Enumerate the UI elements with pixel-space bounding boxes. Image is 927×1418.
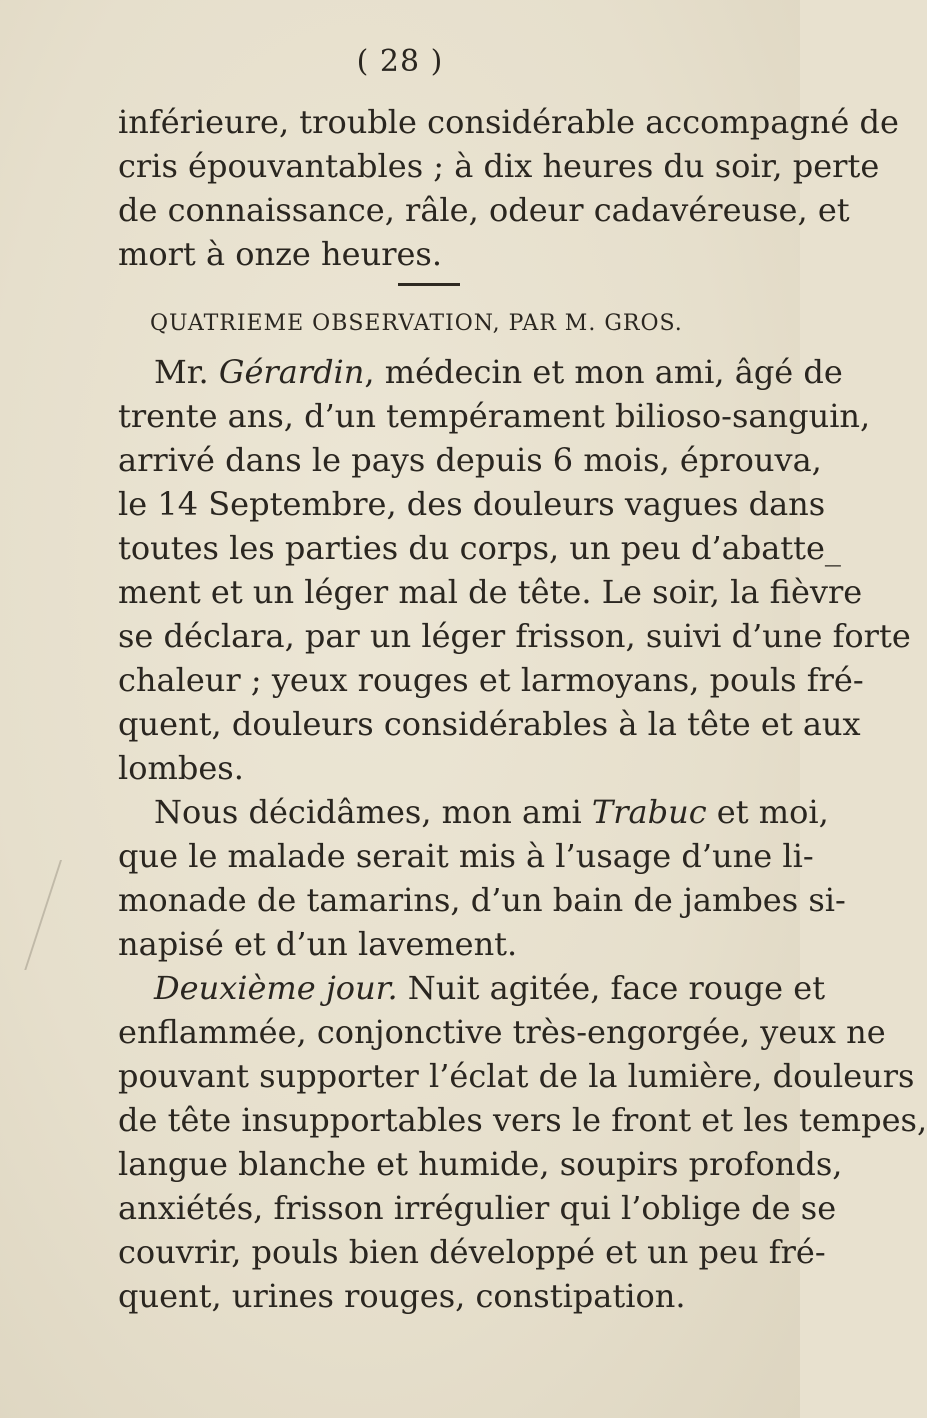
paragraph-3 — [118, 966, 927, 1318]
text-line: le 14 Septembre, des douleurs vagues dans — [118, 485, 826, 523]
text-fragment: et moi, — [706, 793, 829, 831]
paragraph-1 — [118, 350, 911, 790]
text-line: chaleur ; yeux rouges et larmoyans, pouls fré- — [118, 661, 864, 699]
intro-paragraph — [118, 100, 899, 276]
text-line: cris épouvantables ; à dix heures du soir, perte — [118, 147, 880, 185]
text-line: que le malade serait mis à l’usage d’une li- — [118, 837, 814, 875]
page-number: ( 28 ) — [356, 44, 444, 79]
text-line — [118, 350, 843, 394]
text-line: quent, urines rouges, constipation. — [118, 1277, 686, 1315]
text-line: mort à onze heures. — [118, 235, 443, 273]
paragraph-2 — [118, 790, 846, 966]
text-line: toutes les parties du corps, un peu d’abatte_ — [118, 529, 841, 567]
text-line: napisé et d’un lavement. — [118, 925, 518, 963]
section-title: QUATRIEME OBSERVATION, PAR M. GROS. — [150, 311, 683, 336]
day-heading: Deuxième jour. — [154, 969, 398, 1007]
person-name: Trabuc — [591, 793, 707, 831]
text-line: quent, douleurs considérables à la tête et aux — [118, 705, 861, 743]
text-line: arrivé dans le pays depuis 6 mois, éprouva, — [118, 441, 822, 479]
text-line: pouvant supporter l’éclat de la lumière, douleurs — [118, 1057, 915, 1095]
page-crease — [0, 860, 62, 970]
text-line: de connaissance, râle, odeur cadavéreuse, et — [118, 191, 850, 229]
text-line: ment et un léger mal de tête. Le soir, la fièvre — [118, 573, 863, 611]
text-line: inférieure, trouble considérable accompagné de — [118, 103, 899, 141]
text-fragment: , médecin et mon ami, âgé de — [364, 353, 843, 391]
text-line — [118, 790, 829, 834]
text-line: enflammée, conjonctive très-engorgée, yeux ne — [118, 1013, 886, 1051]
text-line: lombes. — [118, 749, 244, 787]
text-fragment: Nous décidâmes, mon ami — [154, 793, 592, 831]
text-fragment: Mr. — [154, 353, 219, 391]
text-line: de tête insupportables vers le front et les tempes, — [118, 1101, 927, 1139]
section-divider — [398, 283, 460, 286]
text-line: couvrir, pouls bien développé et un peu fré- — [118, 1233, 826, 1271]
text-line: monade de tamarins, d’un bain de jambes si- — [118, 881, 846, 919]
text-fragment: Nuit agitée, face rouge et — [397, 969, 826, 1007]
person-name: Gérardin — [218, 353, 365, 391]
text-line — [118, 966, 826, 1010]
text-line: langue blanche et humide, soupirs profonds, — [118, 1145, 843, 1183]
text-line: se déclara, par un léger frisson, suivi d’une forte — [118, 617, 911, 655]
text-line: anxiétés, frisson irrégulier qui l’oblige de se — [118, 1189, 837, 1227]
text-line: trente ans, d’un tempérament bilioso-sanguin, — [118, 397, 871, 435]
